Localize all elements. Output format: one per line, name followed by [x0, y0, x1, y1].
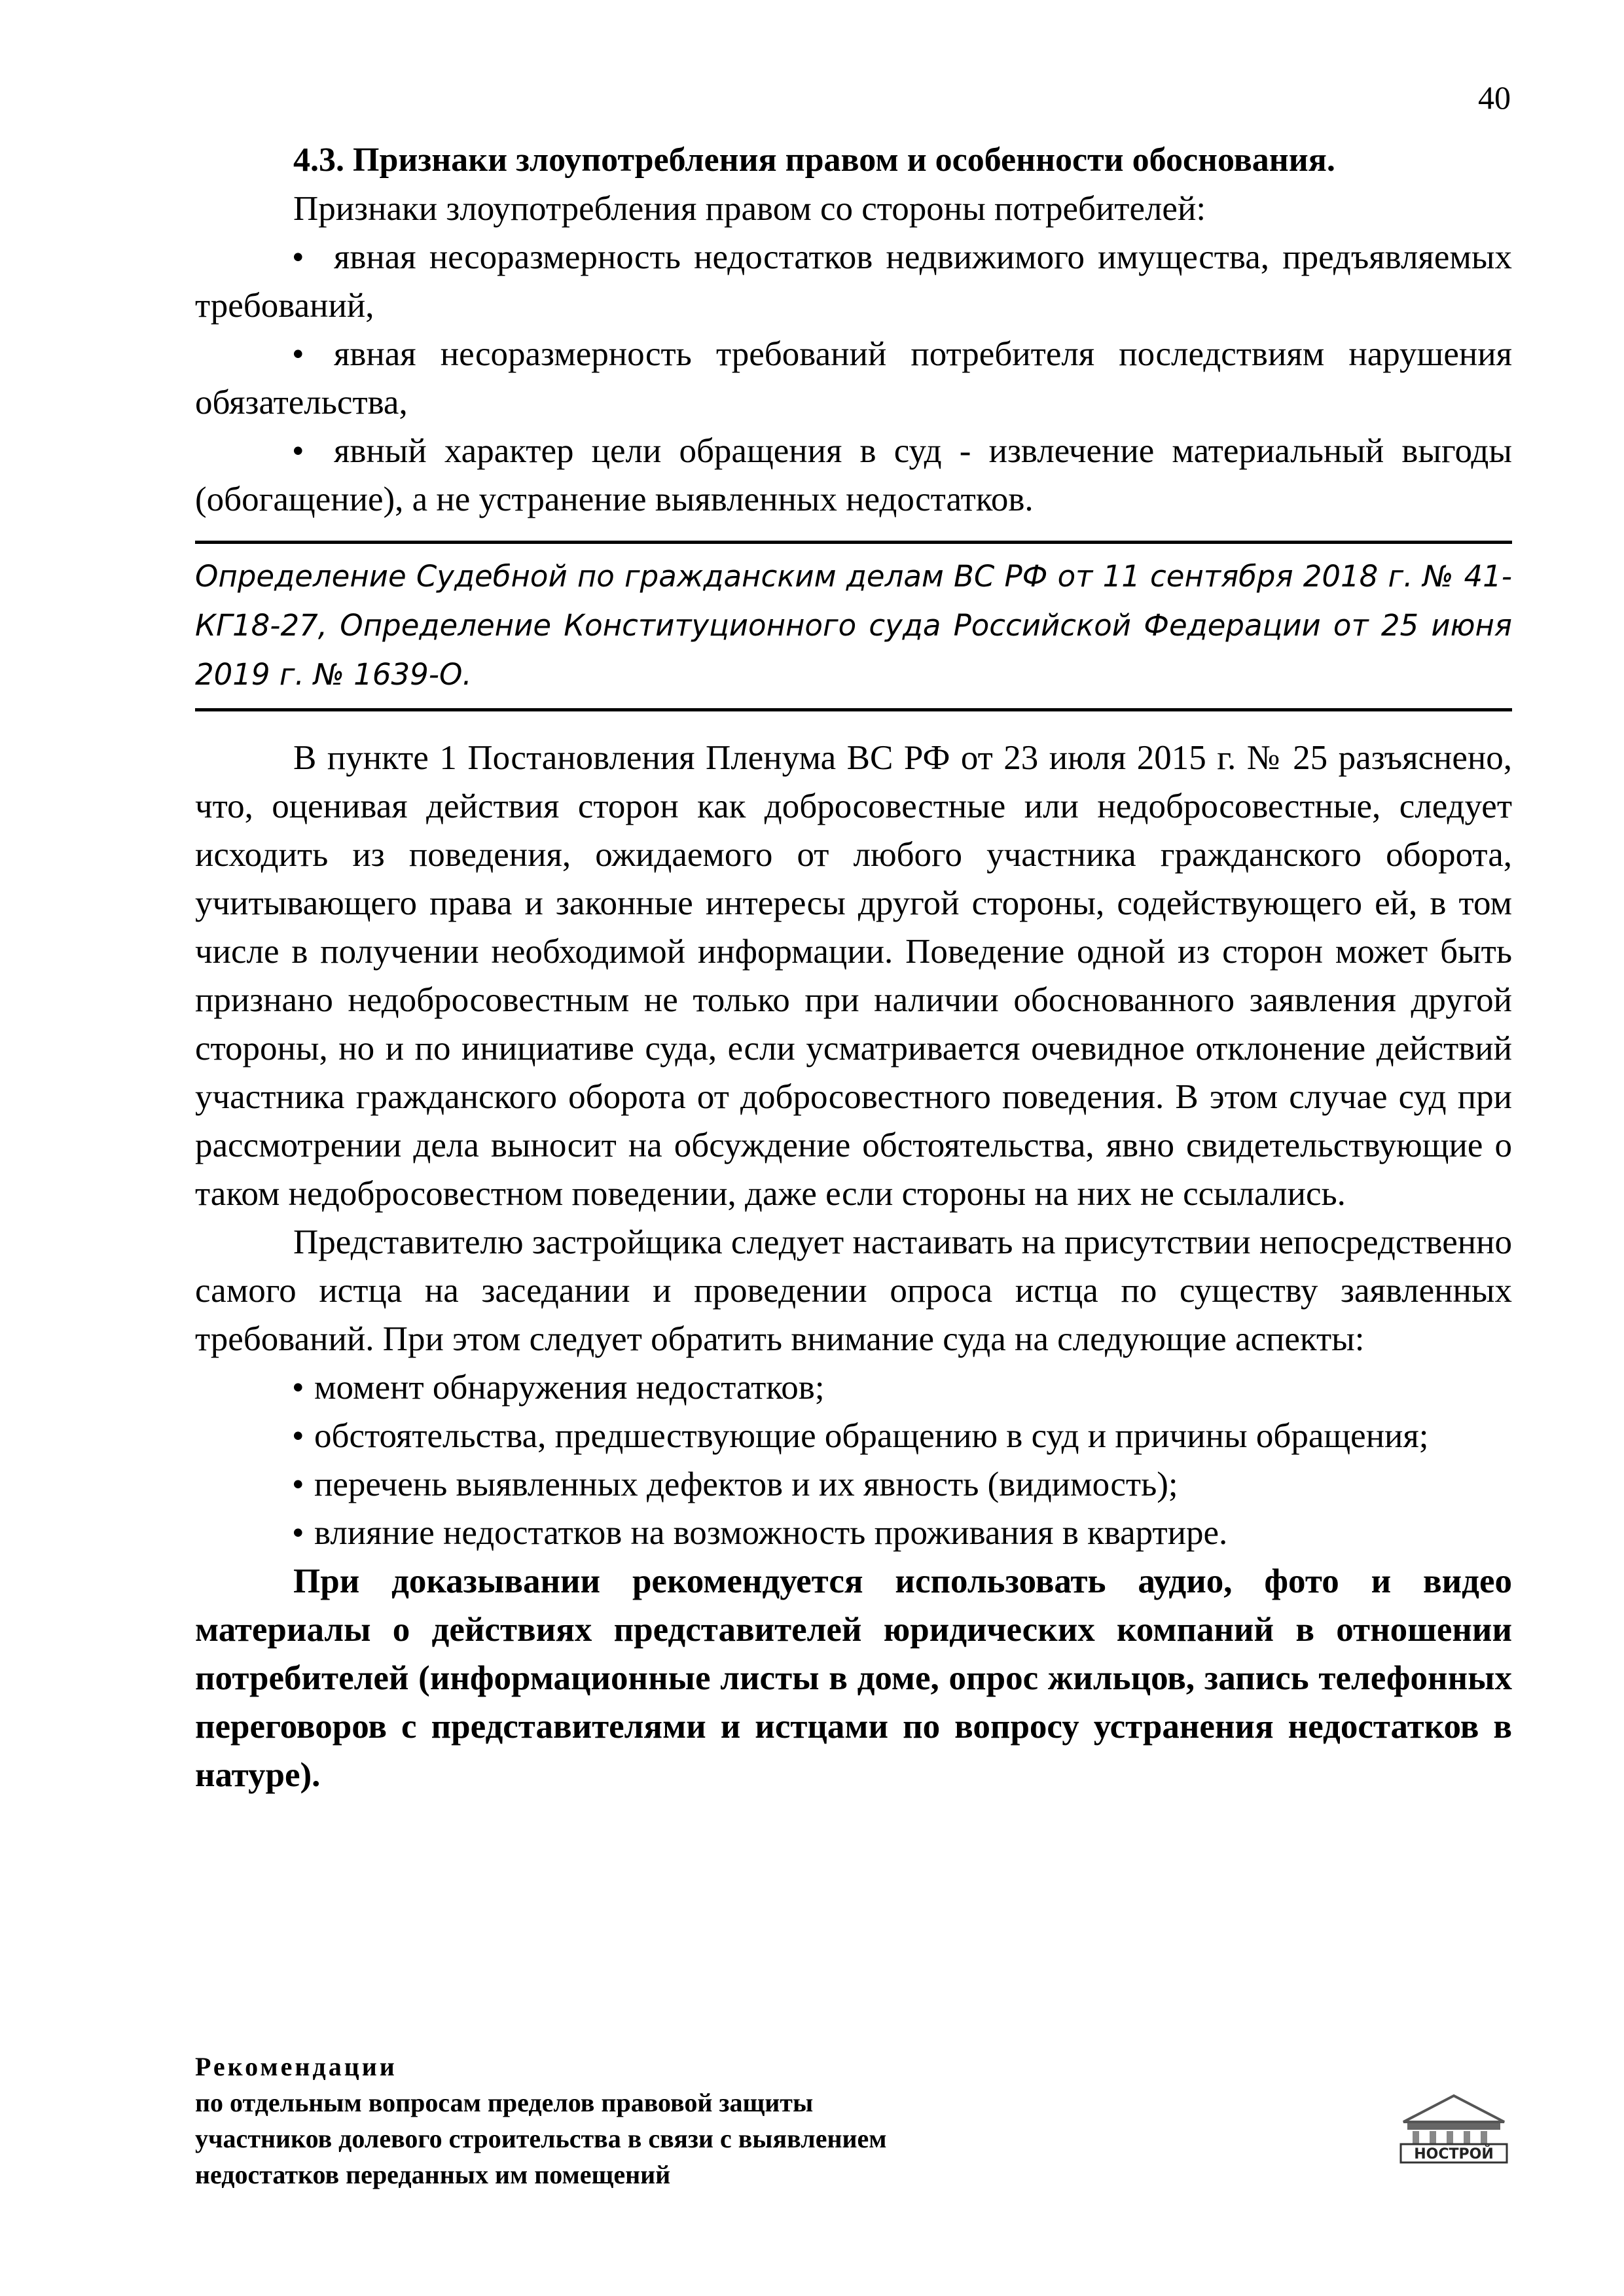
- nostroy-logo-icon: [1398, 2093, 1509, 2165]
- footer-line: по отдельным вопросам пределов правовой защиты: [195, 2088, 814, 2117]
- section-heading: 4.3. Признаки злоупотребления правом и особенности обоснования.: [293, 141, 1335, 179]
- list-item: момент обнаружения недостатков;: [314, 1369, 825, 1407]
- legal-reference: Определение Судебной по гражданским делам ВС РФ от 11 сентября 2018 г. № 41-КГ18-27, Определение Конституционного суда Российской Федерации от 25 июня 2019 г. № 1639-О.: [195, 541, 1512, 711]
- footer-line: участников долевого строительства в связи с выявлением: [195, 2124, 887, 2153]
- list-item: явная несоразмерность недостатков недвижимого имущества, предъявляемых требований,: [195, 238, 1512, 325]
- document-body: [195, 136, 1512, 1799]
- footer: [195, 2049, 887, 2193]
- list-item: перечень выявленных дефектов и их явность (видимость);: [314, 1465, 1178, 1503]
- list-item: явный характер цели обращения в суд - извлечение материальный выгоды (обогащение), а не устранение выявленных недостатков.: [195, 432, 1512, 518]
- list-item: обстоятельства, предшествующие обращению в суд и причины обращения;: [314, 1417, 1429, 1455]
- footer-title: Рекомендации: [195, 2052, 397, 2081]
- page-number: 40: [1478, 79, 1511, 116]
- logo-text: НОСТРОЙ: [1414, 2146, 1494, 2162]
- footer-line: недостатков переданных им помещений: [195, 2160, 671, 2189]
- logo-architrave: [1407, 2123, 1500, 2130]
- logo-roof: [1403, 2096, 1504, 2122]
- list-item: влияние недостатков на возможность проживания в квартире.: [314, 1514, 1228, 1552]
- intro-text: Признаки злоупотребления правом со стороны потребителей:: [293, 190, 1206, 228]
- paragraph: В пункте 1 Постановления Пленума ВС РФ от 23 июля 2015 г. № 25 разъяснено, что, оценивая действия сторон как добросовестные или недобросовестные, следует исходить из поведения, ожидаемого от любого участника гражданского оборота, учитывающего права и законные интересы другой стороны, содействующего ей, в том числе в получении необходимой информации. Поведение одной из сторон может быть признано недобросовестным не только при наличии обоснованного заявления другой стороны, но и по инициативе суда, если усматривается очевидное отклонение действий участника гражданского оборота от добросовестного поведения. В этом случае суд при рассмотрении дела выносит на обсуждение обстоятельства, явно свидетельствующие о таком недобросовестном поведении, даже если стороны на них не ссылались.: [195, 739, 1512, 1213]
- list-item: явная несоразмерность требований потребителя последствиям нарушения обязательства,: [195, 335, 1512, 422]
- bold-recommendation: При доказывании рекомендуется использовать аудио, фото и видео материалы о действиях представителей юридических компаний в отношении потребителей (информационные листы в доме, опрос жильцов, запись телефонных переговоров с представителями и истцами по вопросу устранения недостатков в натуре).: [195, 1562, 1512, 1794]
- paragraph: Представителю застройщика следует настаивать на присутствии непосредственно самого истца на заседании и проведении опроса истца по существу заявленных требований. При этом следует обратить внимание суда на следующие аспекты:: [195, 1223, 1512, 1358]
